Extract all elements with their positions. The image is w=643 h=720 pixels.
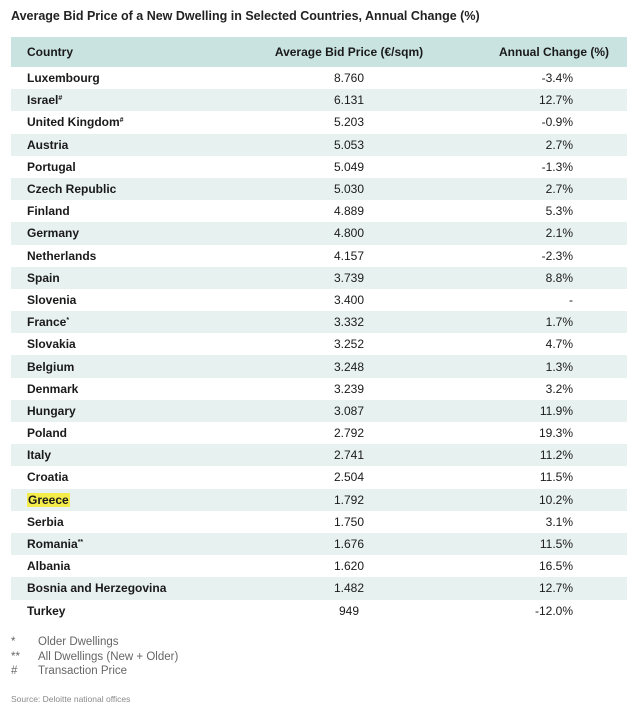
table-row bbox=[11, 267, 627, 289]
cell-country bbox=[11, 115, 239, 129]
table-row bbox=[11, 489, 627, 511]
cell-price: 1.482 bbox=[333, 581, 365, 596]
cell-price: 3.239 bbox=[333, 381, 365, 396]
country-name: Portugal bbox=[27, 159, 76, 174]
footnote-symbol: # bbox=[11, 665, 18, 677]
table-row bbox=[11, 422, 627, 444]
cell-country bbox=[11, 360, 239, 374]
cell-price: 1.676 bbox=[333, 537, 365, 552]
header-country: Country bbox=[27, 45, 73, 59]
table-row bbox=[11, 600, 627, 622]
cell-change: 10.2% bbox=[538, 492, 573, 507]
cell-change: -3.4% bbox=[541, 71, 573, 86]
cell-change: -0.9% bbox=[541, 115, 573, 130]
country-name: Luxembourg bbox=[27, 71, 100, 86]
table-row bbox=[11, 111, 627, 133]
footnote-mark: * bbox=[66, 317, 70, 325]
footnote-text: Transaction Price bbox=[38, 665, 128, 677]
table-row bbox=[11, 577, 627, 599]
footnote bbox=[11, 665, 178, 680]
country-name: Bosnia and Herzegovina bbox=[27, 581, 167, 596]
country-name: Spain bbox=[27, 270, 60, 285]
country-name: Austria bbox=[27, 137, 69, 152]
cell-price: 4.800 bbox=[333, 226, 365, 241]
footnote-text: All Dwellings (New + Older) bbox=[38, 650, 179, 663]
cell-country bbox=[11, 426, 239, 440]
country-name: Germany bbox=[27, 226, 80, 241]
cell-country bbox=[11, 515, 239, 529]
header-change: Annual Change (%) bbox=[499, 45, 609, 59]
cell-country bbox=[11, 493, 239, 507]
cell-country bbox=[11, 470, 239, 484]
country-name: France bbox=[27, 315, 67, 330]
table-row bbox=[11, 355, 627, 377]
cell-change: 12.7% bbox=[538, 581, 573, 596]
table-row bbox=[11, 156, 627, 178]
table-title: Average Bid Price of a New Dwelling in Selected Countries, Annual Change (%) bbox=[11, 9, 480, 23]
footnote-mark: # bbox=[119, 117, 124, 125]
cell-country bbox=[11, 182, 239, 196]
cell-change: 3.2% bbox=[545, 381, 573, 396]
cell-price: 949 bbox=[338, 603, 360, 618]
cell-change: 4.7% bbox=[545, 337, 573, 352]
table-row bbox=[11, 333, 627, 355]
cell-price: 5.030 bbox=[333, 182, 365, 197]
country-name: Italy bbox=[27, 448, 52, 463]
country-name: United Kingdom bbox=[27, 115, 120, 130]
cell-change: 11.5% bbox=[539, 470, 573, 485]
cell-change: 2.7% bbox=[545, 182, 573, 197]
cell-price: 3.400 bbox=[333, 292, 365, 307]
cell-country bbox=[11, 160, 239, 174]
cell-price: 3.252 bbox=[333, 337, 365, 352]
cell-country bbox=[11, 581, 239, 595]
cell-change: 2.7% bbox=[545, 137, 573, 152]
country-name: Belgium bbox=[27, 359, 75, 374]
cell-change: 16.5% bbox=[538, 559, 573, 574]
cell-change: 1.3% bbox=[545, 359, 573, 374]
cell-country bbox=[11, 315, 239, 329]
table-row bbox=[11, 511, 627, 533]
table-row bbox=[11, 89, 627, 111]
footnote bbox=[11, 651, 178, 666]
cell-country bbox=[11, 559, 239, 573]
cell-change: 8.8% bbox=[545, 270, 573, 285]
country-name: Greece bbox=[28, 492, 69, 507]
cell-price: 5.203 bbox=[333, 115, 365, 130]
country-name: Poland bbox=[27, 426, 68, 441]
country-name: Albania bbox=[27, 559, 71, 574]
cell-price: 4.157 bbox=[333, 248, 365, 263]
cell-country bbox=[11, 138, 239, 152]
footnote-mark: # bbox=[58, 95, 63, 103]
table-row bbox=[11, 67, 627, 89]
price-table bbox=[11, 37, 627, 622]
table-row bbox=[11, 400, 627, 422]
cell-country bbox=[11, 293, 239, 307]
cell-country bbox=[11, 382, 239, 396]
cell-change: 12.7% bbox=[538, 93, 573, 108]
cell-country bbox=[11, 448, 239, 462]
country-name: Slovakia bbox=[27, 337, 76, 352]
country-name: Finland bbox=[27, 204, 70, 219]
country-name: Turkey bbox=[27, 603, 66, 618]
cell-change: -1.3% bbox=[541, 159, 573, 174]
cell-change: -2.3% bbox=[541, 248, 573, 263]
table-header bbox=[11, 37, 627, 67]
table-row bbox=[11, 533, 627, 555]
cell-country bbox=[11, 537, 239, 551]
cell-change: 11.2% bbox=[539, 448, 573, 463]
cell-change: - bbox=[569, 292, 573, 307]
country-name: Croatia bbox=[27, 470, 69, 485]
cell-country bbox=[11, 204, 239, 218]
cell-country bbox=[11, 404, 239, 418]
cell-change: -12.0% bbox=[534, 603, 573, 618]
footnote-text: Older Dwellings bbox=[38, 636, 119, 648]
cell-price: 3.332 bbox=[333, 315, 365, 330]
footnote-symbol: ** bbox=[11, 650, 20, 663]
cell-price: 3.087 bbox=[333, 403, 365, 418]
table-row bbox=[11, 555, 627, 577]
table-row bbox=[11, 245, 627, 267]
cell-country bbox=[11, 93, 239, 107]
table-body bbox=[11, 67, 627, 622]
header-price: Average Bid Price (€/sqm) bbox=[274, 45, 424, 59]
cell-country bbox=[11, 271, 239, 285]
table-row bbox=[11, 444, 627, 466]
cell-price: 1.792 bbox=[333, 492, 365, 507]
table-row bbox=[11, 200, 627, 222]
cell-price: 2.741 bbox=[333, 448, 365, 463]
cell-change: 1.7% bbox=[545, 315, 573, 330]
cell-change: 19.3% bbox=[538, 426, 573, 441]
footnote bbox=[11, 636, 178, 651]
country-name: Israel bbox=[27, 93, 59, 108]
source-note: Source: Deloitte national offices bbox=[11, 694, 131, 704]
cell-price: 2.504 bbox=[333, 470, 365, 485]
table-row bbox=[11, 466, 627, 488]
table-row bbox=[11, 178, 627, 200]
cell-country bbox=[11, 226, 239, 240]
cell-price: 3.248 bbox=[333, 359, 365, 374]
footnote-symbol: * bbox=[11, 636, 16, 648]
cell-price: 4.889 bbox=[333, 204, 365, 219]
cell-price: 8.760 bbox=[333, 71, 365, 86]
cell-country bbox=[11, 249, 239, 263]
cell-price: 3.739 bbox=[333, 270, 365, 285]
country-name: Serbia bbox=[27, 514, 64, 529]
table-row bbox=[11, 289, 627, 311]
country-name: Slovenia bbox=[27, 292, 77, 307]
country-name: Czech Republic bbox=[27, 182, 117, 197]
cell-change: 3.1% bbox=[545, 514, 573, 529]
footnote-mark: ** bbox=[77, 539, 84, 547]
country-name: Romania bbox=[27, 537, 78, 552]
country-name: Hungary bbox=[27, 403, 76, 418]
footnotes bbox=[11, 636, 178, 680]
cell-price: 1.750 bbox=[333, 514, 365, 529]
cell-country bbox=[11, 337, 239, 351]
cell-change: 11.5% bbox=[539, 537, 573, 552]
cell-price: 5.053 bbox=[333, 137, 365, 152]
cell-price: 6.131 bbox=[333, 93, 365, 108]
table-row bbox=[11, 378, 627, 400]
table-row bbox=[11, 134, 627, 156]
cell-price: 2.792 bbox=[333, 426, 365, 441]
cell-country bbox=[11, 71, 239, 85]
cell-change: 2.1% bbox=[545, 226, 573, 241]
country-name: Denmark bbox=[27, 381, 79, 396]
cell-price: 5.049 bbox=[333, 159, 365, 174]
cell-change: 11.9% bbox=[539, 403, 573, 418]
cell-country bbox=[11, 604, 239, 618]
cell-change: 5.3% bbox=[545, 204, 573, 219]
country-name: Netherlands bbox=[27, 248, 97, 263]
table-row bbox=[11, 311, 627, 333]
table-row bbox=[11, 222, 627, 244]
cell-price: 1.620 bbox=[333, 559, 365, 574]
